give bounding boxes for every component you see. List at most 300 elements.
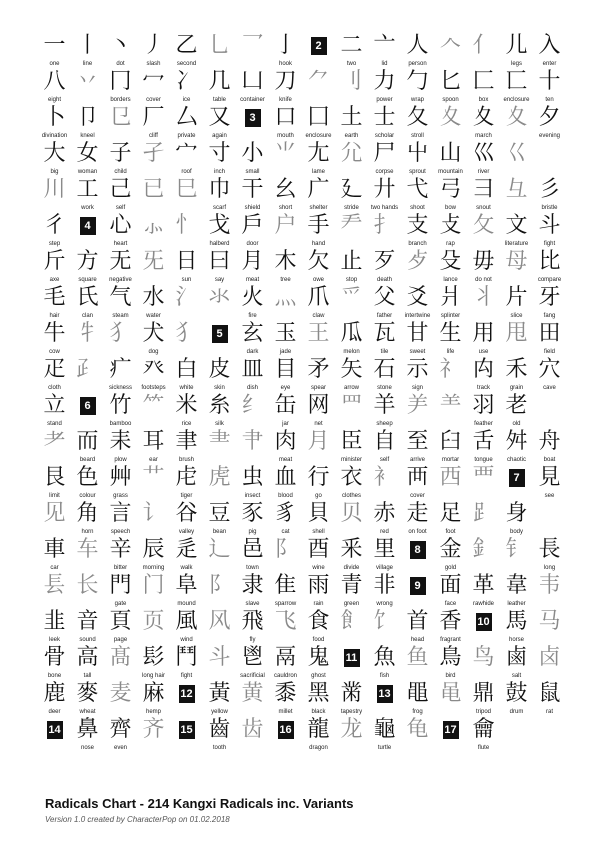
- radical-glyph: 攵: [472, 213, 495, 238]
- radical-glyph: ⺪: [76, 357, 99, 382]
- radical-glyph: 虎: [208, 465, 231, 490]
- radical-cell: [236, 178, 269, 214]
- radical-meaning: cave: [543, 385, 556, 391]
- radical-glyph: 韭: [43, 609, 66, 634]
- radical-glyph: 齊: [109, 717, 132, 742]
- stroke-count-label: 17: [443, 721, 459, 739]
- radical-glyph: 囗: [307, 105, 330, 130]
- radical-glyph: 土: [340, 105, 363, 130]
- radical-cell: [368, 250, 401, 286]
- stroke-count-label: 13: [377, 685, 393, 703]
- radical-glyph: 匕: [439, 69, 462, 94]
- radical-glyph: 雨: [307, 573, 330, 598]
- radical-cell: [302, 466, 335, 502]
- radical-cell: [368, 358, 401, 394]
- radical-meaning: sweet: [409, 349, 426, 355]
- radical-cell: [533, 430, 566, 466]
- radical-glyph: 夊: [472, 105, 495, 130]
- radical-cell: [434, 70, 467, 106]
- radical-glyph: 甩: [505, 321, 528, 346]
- radical-cell: [137, 682, 170, 718]
- radical-glyph: 夊: [439, 105, 462, 130]
- radical-cell: [104, 34, 137, 70]
- radical-glyph: 卜: [43, 105, 66, 130]
- radical-cell: [38, 70, 71, 106]
- stroke-count-badge: [71, 394, 104, 430]
- radical-glyph: 竹: [109, 393, 132, 418]
- radical-meaning: meat: [245, 277, 260, 283]
- radical-cell: [38, 214, 71, 250]
- radical-variant-cell: [368, 610, 401, 646]
- radical-glyph: 覀: [472, 465, 495, 490]
- radical-glyph: 刀: [274, 69, 297, 94]
- stroke-count-badge: [269, 718, 302, 754]
- radical-meaning: village: [375, 565, 393, 571]
- radical-meaning: claw: [312, 313, 325, 319]
- radical-glyph: 夊: [505, 105, 528, 130]
- radical-glyph: 鼠: [538, 681, 561, 706]
- radical-glyph: 辵: [175, 537, 198, 562]
- radical-meaning: chaotic: [506, 457, 526, 463]
- radical-glyph: 目: [274, 357, 297, 382]
- radical-meaning: tapestry: [340, 709, 363, 715]
- radical-meaning: colour: [79, 493, 96, 499]
- radical-glyph: 口: [274, 105, 297, 130]
- radical-glyph: 高: [76, 645, 99, 670]
- radical-cell: [533, 70, 566, 106]
- radical-cell: [533, 322, 566, 358]
- radical-glyph: 言: [109, 501, 132, 526]
- radical-meaning: say: [214, 277, 225, 283]
- stroke-count-badge: [170, 718, 203, 754]
- radical-cell: [38, 322, 71, 358]
- radical-glyph: 虍: [175, 465, 198, 490]
- radical-meaning: lance: [443, 277, 458, 283]
- radical-meaning: march: [475, 133, 492, 139]
- radical-variant-cell: [137, 178, 170, 214]
- radical-cell: [533, 466, 566, 502]
- radical-meaning: small: [245, 169, 260, 175]
- radical-variant-cell: [104, 646, 137, 682]
- radical-glyph: 辶: [208, 537, 231, 562]
- radical-variant-cell: [203, 34, 236, 70]
- stroke-count-badge: [302, 34, 335, 70]
- radical-variant-cell: [335, 610, 368, 646]
- radical-glyph: 水: [142, 285, 165, 310]
- radical-glyph: 舌: [472, 429, 495, 454]
- radical-glyph: 邑: [241, 537, 264, 562]
- radical-glyph: 鹵: [505, 645, 528, 670]
- radical-cell: [203, 718, 236, 754]
- radical-meaning: speech: [110, 529, 131, 535]
- radical-meaning: sheep: [376, 421, 393, 427]
- radical-variant-cell: [434, 394, 467, 430]
- radical-glyph: 糸: [208, 393, 231, 418]
- radical-meaning: foot: [445, 529, 456, 535]
- radical-glyph: 网: [307, 393, 330, 418]
- radical-variant-cell: [368, 466, 401, 502]
- radical-variant-cell: [236, 682, 269, 718]
- radical-meaning: nose: [80, 745, 94, 751]
- radical-cell: [269, 502, 302, 538]
- radical-meaning: clothes: [341, 493, 361, 499]
- radical-glyph: 木: [274, 249, 297, 274]
- radical-meaning: hook: [278, 61, 292, 67]
- radical-cell: [500, 286, 533, 322]
- radical-variant-cell: [170, 178, 203, 214]
- radical-variant-cell: [170, 286, 203, 322]
- radical-cell: [203, 142, 236, 178]
- radical-variant-cell: [137, 466, 170, 502]
- radical-glyph: 牜: [76, 321, 99, 346]
- radical-cell: [269, 646, 302, 682]
- radical-meaning: bird: [445, 673, 456, 679]
- radical-cell: [137, 538, 170, 574]
- radical-glyph: 立: [43, 393, 66, 418]
- radical-cell: [500, 502, 533, 538]
- radical-meaning: scarf: [212, 205, 226, 211]
- radical-cell: [71, 34, 104, 70]
- radical-glyph: 田: [538, 321, 561, 346]
- radical-glyph: 尣: [340, 141, 363, 166]
- radical-cell: [71, 502, 104, 538]
- radical-meaning: stone: [377, 385, 392, 391]
- radical-meaning: shoot: [410, 205, 425, 211]
- radical-glyph: 龙: [340, 717, 363, 742]
- radical-glyph: 飠: [340, 609, 363, 634]
- radical-glyph: 角: [76, 501, 99, 526]
- radical-cell: [302, 682, 335, 718]
- radical-row: [38, 178, 568, 214]
- radical-meaning: green: [343, 601, 360, 607]
- radical-glyph: 己: [109, 177, 132, 202]
- radical-glyph: 聿: [175, 429, 198, 454]
- radical-meaning: black: [311, 709, 326, 715]
- radical-row: [38, 646, 568, 682]
- radical-cell: [269, 34, 302, 70]
- radical-cell: [170, 502, 203, 538]
- radical-glyph: 青: [340, 573, 363, 598]
- radical-cell: [38, 286, 71, 322]
- radical-variant-cell: [335, 70, 368, 106]
- radical-glyph: 黽: [406, 681, 429, 706]
- radical-meaning: stand: [47, 421, 62, 427]
- radical-meaning: limit: [49, 493, 60, 499]
- radical-glyph: 風: [175, 609, 198, 634]
- radical-glyph: 羊: [373, 393, 396, 418]
- radical-glyph: 隹: [274, 573, 297, 598]
- stroke-count-badge: [170, 682, 203, 718]
- radical-glyph: 女: [76, 141, 99, 166]
- radical-cell: [335, 682, 368, 718]
- radical-variant-cell: [104, 322, 137, 358]
- radical-meaning: water: [146, 313, 161, 319]
- radical-glyph: 足: [439, 501, 462, 526]
- radical-glyph: 见: [43, 501, 66, 526]
- radical-cell: [104, 250, 137, 286]
- radical-glyph: 皿: [241, 357, 264, 382]
- radical-cell: [434, 178, 467, 214]
- radical-meaning: red: [380, 529, 389, 535]
- stroke-count-label: 16: [278, 721, 294, 739]
- radical-meaning: face: [444, 601, 457, 607]
- radical-cell: [533, 538, 566, 574]
- radical-glyph: ⺻: [208, 429, 231, 454]
- radical-glyph: 支: [406, 213, 429, 238]
- radical-row: [38, 70, 568, 106]
- radical-variant-cell: [434, 682, 467, 718]
- radical-meaning: dot: [116, 61, 125, 67]
- radical-meaning: slave: [245, 601, 260, 607]
- radical-glyph: 見: [538, 465, 561, 490]
- radical-glyph: 禸: [472, 357, 495, 382]
- radical-cell: [401, 34, 434, 70]
- radical-meaning: wine: [312, 565, 325, 571]
- radical-glyph: 貝: [307, 501, 330, 526]
- radical-row: [38, 610, 568, 646]
- radical-glyph: 犭: [175, 321, 198, 346]
- radical-glyph: 禾: [505, 357, 528, 382]
- radical-meaning: see: [544, 493, 555, 499]
- radical-cell: [38, 358, 71, 394]
- radical-meaning: net: [314, 421, 323, 427]
- radical-meaning: shelter: [309, 205, 328, 211]
- chart-subtitle: Version 1.0 created by CharacterPop on 01.02.2018: [45, 815, 230, 824]
- radical-cell: [137, 358, 170, 394]
- radical-meaning: stop: [345, 277, 358, 283]
- stroke-count-label: 15: [179, 721, 195, 739]
- radical-cell: [434, 574, 467, 610]
- radical-meaning: tree: [280, 277, 291, 283]
- radical-variant-cell: [104, 682, 137, 718]
- radical-glyph: 飞: [274, 609, 297, 634]
- radical-glyph: 齿: [241, 717, 264, 742]
- radical-glyph: 厂: [142, 105, 165, 130]
- radical-glyph: 艮: [43, 465, 66, 490]
- radical-meaning: hair: [49, 313, 60, 319]
- radical-meaning: scholar: [374, 133, 395, 139]
- radical-cell: [38, 646, 71, 682]
- radical-cell: [203, 250, 236, 286]
- radical-glyph: 米: [175, 393, 198, 418]
- radical-glyph: 人: [406, 33, 429, 58]
- radical-cell: [170, 142, 203, 178]
- radical-variant-cell: [302, 322, 335, 358]
- radical-cell: [335, 466, 368, 502]
- radical-cell: [467, 574, 500, 610]
- radical-glyph: 夕: [538, 105, 561, 130]
- radical-cell: [368, 178, 401, 214]
- radical-glyph: 尢: [307, 141, 330, 166]
- stroke-count-badge: [500, 466, 533, 502]
- radical-glyph: 月: [241, 249, 264, 274]
- radical-glyph: 巛: [472, 141, 495, 166]
- radical-glyph: 又: [208, 105, 231, 130]
- stroke-count-badge: [203, 322, 236, 358]
- radical-meaning: old: [512, 421, 521, 427]
- radical-cell: [38, 106, 71, 142]
- radical-glyph: 手: [307, 213, 330, 238]
- radical-glyph: 襾: [406, 465, 429, 490]
- radical-meaning: divide: [343, 565, 360, 571]
- radical-variant-cell: [203, 286, 236, 322]
- radical-cell: [71, 466, 104, 502]
- radical-glyph: 甘: [406, 321, 429, 346]
- radical-row: [38, 502, 568, 538]
- radical-variant-cell: [203, 466, 236, 502]
- radical-cell: [302, 610, 335, 646]
- radical-cell: [434, 502, 467, 538]
- radical-meaning: wrap: [410, 97, 424, 103]
- radical-glyph: 癶: [142, 357, 165, 382]
- radical-meaning: mortar: [441, 457, 460, 463]
- radical-cell: [269, 322, 302, 358]
- radical-variant-cell: [236, 718, 269, 754]
- radical-cell: [104, 394, 137, 430]
- radical-cell: [236, 646, 269, 682]
- radical-meaning: long: [543, 565, 556, 571]
- radical-glyph: 釆: [340, 537, 363, 562]
- radical-variant-cell: [38, 430, 71, 466]
- radical-meaning: ear: [149, 457, 158, 463]
- radical-cell: [170, 394, 203, 430]
- radical-glyph: ⺗: [142, 213, 165, 238]
- radical-cell: [368, 718, 401, 754]
- radical-glyph: 心: [109, 213, 132, 238]
- radical-cell: [401, 178, 434, 214]
- radical-glyph: 骨: [43, 645, 66, 670]
- radical-meaning: dog: [148, 349, 159, 355]
- radical-meaning: flute: [477, 745, 490, 751]
- radical-meaning: do not: [475, 277, 492, 283]
- radical-cell: [434, 646, 467, 682]
- radical-cell: [368, 106, 401, 142]
- radical-meaning: white: [179, 385, 194, 391]
- radical-meaning: pig: [248, 529, 257, 535]
- radical-cell: [401, 502, 434, 538]
- radical-glyph: 麻: [142, 681, 165, 706]
- radical-variant-cell: [500, 106, 533, 142]
- radical-cell: [236, 358, 269, 394]
- radical-cell: [269, 178, 302, 214]
- radical-variant-cell: [137, 610, 170, 646]
- radical-meaning: fish: [379, 673, 390, 679]
- radical-meaning: hemp: [145, 709, 161, 715]
- radical-glyph: 夂: [406, 105, 429, 130]
- radical-meaning: woman: [77, 169, 98, 175]
- radical-glyph: 曰: [208, 249, 231, 274]
- radical-cell: [368, 502, 401, 538]
- radical-cell: [533, 358, 566, 394]
- radical-glyph: 火: [241, 285, 264, 310]
- radical-glyph: 毛: [43, 285, 66, 310]
- radical-variant-cell: [170, 214, 203, 250]
- radical-glyph: 灬: [274, 285, 297, 310]
- radical-cell: [302, 214, 335, 250]
- radical-cell: [236, 322, 269, 358]
- radical-glyph: 穴: [538, 357, 561, 382]
- radical-meaning: tripod: [475, 709, 491, 715]
- radical-cell: [236, 466, 269, 502]
- radical-glyph: 黹: [340, 681, 363, 706]
- radical-meaning: river: [477, 169, 490, 175]
- radical-glyph: 鬯: [241, 645, 264, 670]
- radical-glyph: 丬: [472, 285, 495, 310]
- radical-cell: [467, 358, 500, 394]
- radical-cell: [467, 178, 500, 214]
- radical-meaning: sun: [181, 277, 192, 283]
- radical-glyph: 韋: [505, 573, 528, 598]
- stroke-count-badge: [434, 718, 467, 754]
- radical-glyph: 彑: [505, 177, 528, 202]
- radical-glyph: 巾: [208, 177, 231, 202]
- radical-cell: [368, 286, 401, 322]
- radical-glyph: 西: [439, 465, 462, 490]
- radical-cell: [401, 430, 434, 466]
- radical-meaning: lid: [381, 61, 388, 67]
- radical-variant-cell: [467, 646, 500, 682]
- radical-cell: [302, 358, 335, 394]
- radical-meaning: table: [212, 97, 226, 103]
- radical-glyph: 疒: [109, 357, 132, 382]
- radical-variant-cell: [434, 358, 467, 394]
- radical-cell: [38, 466, 71, 502]
- radical-glyph: 儿: [505, 33, 528, 58]
- radical-meaning: enclosure: [503, 97, 530, 103]
- radical-meaning: axe: [49, 277, 60, 283]
- radical-meaning: bristle: [541, 205, 558, 211]
- radical-variant-cell: [500, 142, 533, 178]
- radical-meaning: work: [81, 205, 94, 211]
- radical-meaning: heart: [113, 241, 128, 247]
- radical-glyph: 钅: [505, 537, 528, 562]
- radical-glyph: 旡: [142, 249, 165, 274]
- radical-glyph: 卤: [538, 645, 561, 670]
- radical-meaning: box: [478, 97, 489, 103]
- radical-meaning: mountain: [438, 169, 463, 175]
- radical-meaning: meat: [278, 457, 293, 463]
- radical-cell: [104, 358, 137, 394]
- radical-meaning: sound: [79, 637, 96, 643]
- radical-cell: [302, 178, 335, 214]
- radical-glyph: 身: [505, 501, 528, 526]
- radical-glyph: 页: [142, 609, 165, 634]
- radical-meaning: spear: [310, 385, 326, 391]
- radical-cell: [368, 538, 401, 574]
- radical-meaning: head: [410, 637, 425, 643]
- radical-cell: [335, 574, 368, 610]
- radical-meaning: slice: [510, 313, 523, 319]
- radical-variant-cell: [500, 250, 533, 286]
- radical-cell: [170, 250, 203, 286]
- radical-glyph: 日: [175, 249, 198, 274]
- radical-meaning: yellow: [211, 709, 228, 715]
- radical-cell: [302, 286, 335, 322]
- radical-glyph: 黑: [307, 681, 330, 706]
- radical-meaning: mouth: [277, 133, 294, 139]
- radical-glyph: 彳: [43, 213, 66, 238]
- radical-variant-cell: [434, 34, 467, 70]
- radical-cell: [104, 430, 137, 466]
- radical-meaning: fire: [248, 313, 257, 319]
- radical-meaning: jar: [282, 421, 289, 427]
- stroke-count-badge: [401, 538, 434, 574]
- radical-meaning: life: [446, 349, 455, 355]
- radical-cell: [269, 358, 302, 394]
- radical-cell: [137, 106, 170, 142]
- radical-cell: [401, 610, 434, 646]
- radical-variant-cell: [533, 574, 566, 610]
